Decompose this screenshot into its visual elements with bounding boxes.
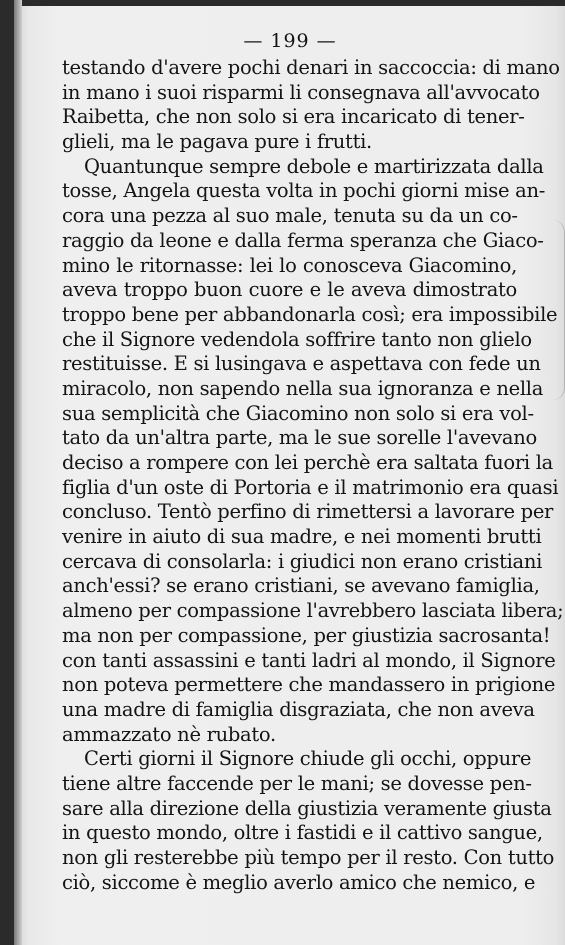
- text-line: almeno per compassione l'avrebbero lasciata libera;: [62, 599, 564, 623]
- text-line: mino le ritornasse: lei lo conosceva Giacomino,: [62, 253, 517, 277]
- book-page: [40, 0, 564, 945]
- text-line: tosse, Angela questa volta in pochi giorni mise an-: [62, 179, 546, 203]
- text-line: concluso. Tentò perfino di rimettersi a lavorare per: [62, 500, 554, 524]
- text-line: aveva troppo buon cuore e le aveva dimostrato: [62, 278, 517, 302]
- text-line: raggio da leone e dalla ferma speranza che Giaco-: [62, 228, 544, 252]
- text-line: restituisse. E si lusingava e aspettava con fede un: [62, 352, 541, 376]
- text-line: miracolo, non sapendo nella sua ignoranza e nella: [62, 376, 544, 400]
- text-line: cercava di consolarla: i giudici non erano cristiani: [62, 549, 543, 573]
- text-line: testando d'avere pochi denari in saccoccia: di mano: [62, 56, 560, 79]
- text-line: ammazzato nè rubato.: [62, 722, 276, 746]
- text-line: che il Signore vedendola soffrire tanto non glielo: [62, 327, 532, 351]
- text-line: anch'essi? se erano cristiani, se avevano famiglia,: [62, 574, 540, 598]
- text-line: Certi giorni il Signore chiude gli occhi, oppure: [84, 747, 532, 771]
- text-line: ma non per compassione, per giustizia sacrosanta!: [62, 623, 551, 647]
- text-line: tiene altre faccende per le mani; se dovesse pen-: [62, 771, 532, 795]
- text-line: una madre di famiglia disgraziata, che non aveva: [62, 697, 535, 721]
- text-line: deciso a rompere con lei perchè era saltata fuori la: [62, 451, 553, 474]
- book-binding-shadow: [14, 0, 22, 945]
- text-line: Quantunque sempre debole e martirizzata dalla: [84, 154, 544, 178]
- text-line: cora una pezza al suo male, tenuta su da un co-: [62, 204, 518, 228]
- text-line: in mano i suoi risparmi li consegnava all'avvocato: [62, 80, 540, 104]
- text-line: Raibetta, che non solo si era incaricato di tener-: [62, 105, 525, 129]
- book-binding-edge: [0, 0, 14, 945]
- text-line: in questo mondo, oltre i fastidi e il cattivo sangue,: [62, 821, 543, 845]
- text-line: venire in aiuto di sua madre, e nei momenti brutti: [62, 525, 542, 549]
- text-line: tato da un'altra parte, ma le sue sorelle l'avevano: [62, 426, 537, 450]
- text-line: glieli, ma le pagava pure i frutti.: [62, 130, 372, 154]
- page-number: — 199 —: [243, 30, 337, 52]
- text-line: troppo bene per abbandonarla così; era impossibile: [62, 302, 558, 326]
- text-line: ciò, siccome è meglio averlo amico che nemico, e: [62, 870, 536, 894]
- body-text: [62, 56, 564, 895]
- text-line: non poteva permettere che mandassero in prigione: [62, 673, 556, 697]
- text-line: con tanti assassini e tanti ladri al mondo, il Signore: [62, 648, 556, 672]
- text-line: sare alla direzione della giustizia veramente giusta: [62, 796, 552, 820]
- text-line: non gli resterebbe più tempo per il resto. Con tutto: [62, 846, 555, 869]
- text-line: sua semplicità che Giacomino non solo si era vol-: [62, 401, 534, 425]
- text-line: figlia d'un oste di Portoria e il matrimonio era quasi: [62, 475, 559, 499]
